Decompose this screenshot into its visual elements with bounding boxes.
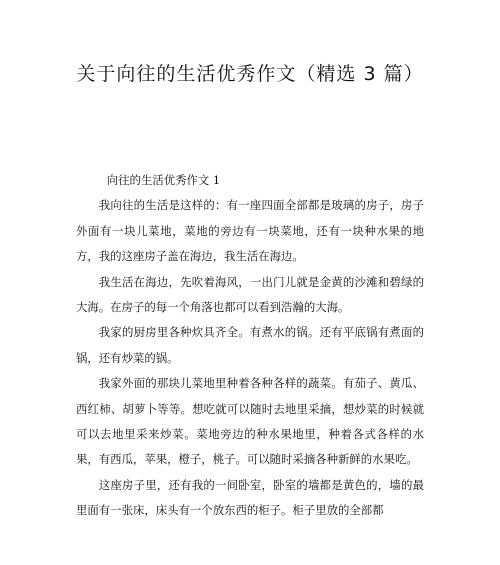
document-body bbox=[76, 168, 424, 524]
essay-subtitle: 向往的生活优秀作文 1 bbox=[106, 173, 221, 187]
paragraph-5: 这座房子里，还有我的一间卧室，卧室的墙都是黄色的，墙的最里面有一张床，床头有一个放东西的柜子。柜子里放的全部都 bbox=[76, 477, 424, 518]
paragraph-2: 我生活在海边，先吹着海风，一出门儿就是金黄的沙滩和碧绿的大海。在房子的每一个角落也都可以看到浩瀚的大海。 bbox=[76, 274, 424, 315]
document-title: 关于向往的生活优秀作文（精选 3 篇） bbox=[76, 63, 424, 85]
paragraph-1: 我向往的生活是这样的：有一座四面全部都是玻璃的房子，房子外面有一块儿菜地，菜地的旁边有一块菜地，还有一块种水果的地方，我的这座房子盖在海边，我生活在海边。 bbox=[76, 198, 424, 264]
paragraph-3: 我家的厨房里各种炊具齐全。有煮水的锅。还有平底锅有煮面的锅，还有炒菜的锅。 bbox=[76, 325, 424, 365]
paragraph-4: 我家外面的那块儿菜地里种着各种各样的蔬菜。有茄子、黄瓜、西红柿、胡萝卜等等。想吃就可以随时去地里采摘，想炒菜的时候就可以去地里采来炒菜。菜地旁边的种水果地里，种着各式各样的水果，有西瓜，苹果，橙子，桃子。可以随时采摘各种新鲜的水果吃。 bbox=[76, 376, 424, 467]
